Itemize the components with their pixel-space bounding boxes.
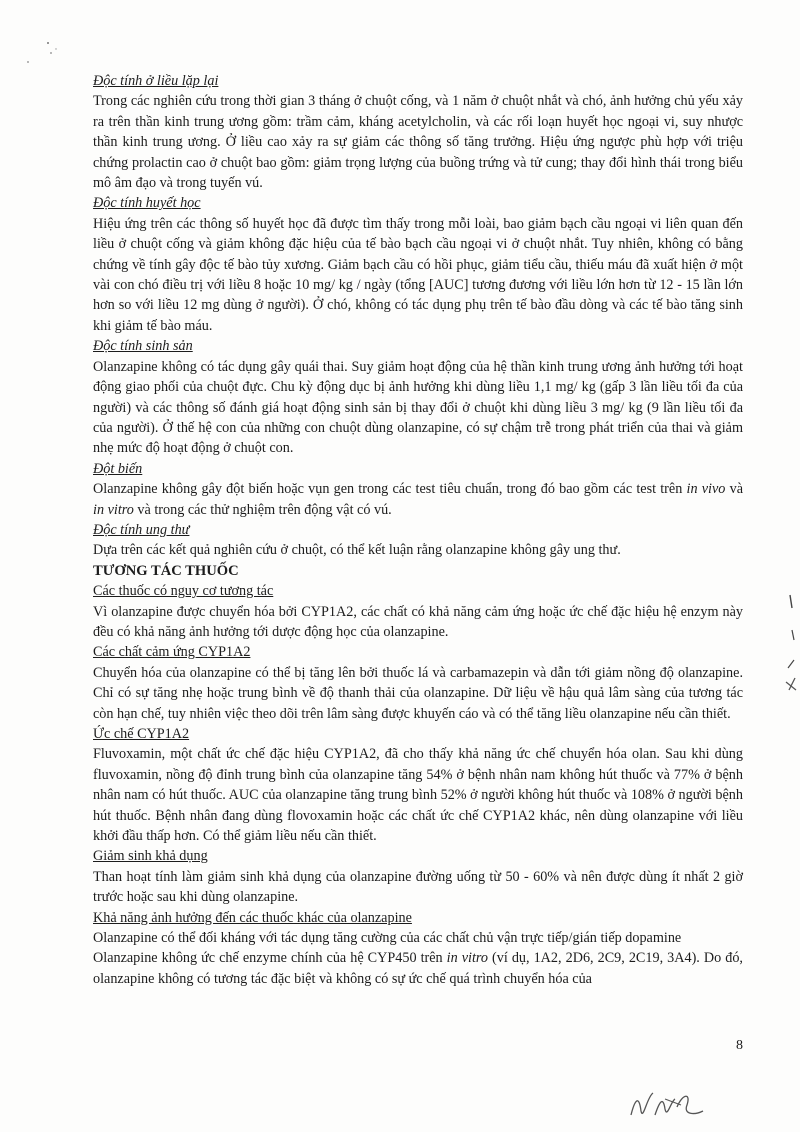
- cyp450-text-a: Olanzapine không ức chế enzyme chính của hệ CYP450 trên: [93, 950, 447, 967]
- paragraph-interaction-risk: Vì olanzapine được chuyển hóa bởi CYP1A2, các chất có khả năng cảm ứng hoặc ức chế đặc hiệu hệ enzym này đều có khả năng ảnh hưởng tới dược động học của olanzapine.: [93, 603, 743, 640]
- heading-repeated-dose-toxicity: Độc tính ở liều lặp lại: [93, 73, 219, 89]
- section-title-drug-interactions: TƯƠNG TÁC THUỐC: [93, 562, 239, 579]
- paragraph-cyp1a2-inducers: Chuyển hóa của olanzapine có thể bị tăng lên bởi thuốc lá và carbamazepin và dẫn tới giảm nồng độ olanzapine. Chỉ có sự tăng nhẹ hoặc trung bình về độ thanh thải của olanzapine. Dữ liệu về hậu quả lâm sàng của tương tác còn hạn chế, tuy nhiên việc theo dõi trên lâm sàng được khuyến cáo và có thể tăng liều olanzapine nếu cần thiết.: [93, 664, 743, 722]
- heading-cyp1a2-inducers: Các chất cảm ứng CYP1A2: [93, 644, 251, 661]
- margin-pen-marks: [770, 590, 800, 710]
- document-body: [93, 71, 743, 989]
- handwritten-initials: [625, 1085, 725, 1125]
- mutagenicity-text-c: và trong các thử nghiệm trên động vật có vú.: [133, 501, 392, 518]
- paragraph-reduced-bioavailability: Than hoạt tính làm giảm sinh khả dụng của olanzapine đường uống từ 50 - 60% và nên được dùng ít nhất 2 giờ trước hoặc sau khi dùng olanzapine.: [93, 868, 743, 906]
- heading-reduced-bioavailability: Giảm sinh khả dụng: [93, 848, 208, 865]
- heading-interaction-risk: Các thuốc có nguy cơ tương tác: [93, 583, 274, 600]
- page-number: 8: [736, 1038, 743, 1053]
- paragraph-mutagenicity: [93, 479, 743, 520]
- heading-hematologic-toxicity: Độc tính huyết học: [93, 195, 201, 212]
- paragraph-reproductive-toxicity: Olanzapine không có tác dụng gây quái thai. Suy giảm hoạt động của hệ thần kinh trung ương ảnh hưởng tới hoạt động giao phối của chuột đực. Chu kỳ động dục bị ảnh hưởng khi dùng liều 1,1 mg/ kg (gấp 3 lần liều tối đa của người) và các thông số đánh giá hoạt động sinh sản bị thay đổi ở chuột khi dùng liều 3 mg/ kg (9 lần liều tối đa của người). Ở thế hệ con của những con chuột dùng olanzapine, có sự chậm trễ trong phát triển của thai và giảm nhẹ mức độ hoạt động ở chuột con.: [93, 358, 743, 457]
- in-vitro-term-2: in vitro: [446, 950, 489, 967]
- in-vivo-term: in vivo: [686, 481, 726, 498]
- heading-carcinogenicity: Độc tính ung thư: [93, 521, 190, 538]
- paragraph-hematologic-toxicity: Hiệu ứng trên các thông số huyết học đã được tìm thấy trong mỗi loài, bao giảm bạch cầu ngoại vi liên quan đến liều ở chuột cống và giảm không đặc hiệu của tế bào bạch cầu ngoại vi ở chuột nhắt. Tuy nhiên, không có bằng chứng về tính gây độc tế bào tủy xương. Giảm bạch cầu có hồi phục, giảm tiểu cầu, thiếu máu đã xuất hiện ở một vài con chó điều trị với liều 8 hoặc 10 mg/ kg / ngày (tổng [AUC] tương đương với liều lớn hơn từ 12 - 15 lần lớn hơn so với liều 12 mg dùng ở người). Ở chó, không có tác dụng phụ trên tế bào đầu dòng và các tế bào tăng sinh khi giảm tế bào máu.: [93, 215, 743, 334]
- heading-mutagenicity: Đột biến: [93, 460, 143, 477]
- heading-cyp1a2-inhibition: Ức chế CYP1A2: [93, 726, 190, 742]
- paragraph-cyp450: [93, 948, 743, 989]
- scan-speck-marks: [20, 35, 70, 75]
- mutagenicity-text-b: và: [725, 481, 743, 498]
- in-vitro-term: in vitro: [93, 501, 134, 518]
- heading-effects-on-other-drugs: Khả năng ảnh hưởng đến các thuốc khác của olanzapine: [93, 909, 412, 926]
- cyp450-text-b: (ví dụ, 1A2, 2D6, 2C9, 2C19, 3A4). Do đó, olanzapine không có tương tác đặc biệt và không có sự ức chế quá trình chuyển hóa của: [93, 950, 743, 987]
- paragraph-cyp1a2-inhibition: Fluvoxamin, một chất ức chế đặc hiệu CYP1A2, đã cho thấy khả năng ức chế chuyển hóa olan. Sau khi dùng fluvoxamin, nồng độ đỉnh trung bình của olanzapine tăng 54% ở bệnh nhân nam không hút thuốc và 77% ở bệnh nhân nam có hút thuốc. AUC của olanzapine tăng trung bình 52% ở người không hút thuốc và 108% ở người bệnh hút thuốc. Bệnh nhân đang dùng flovoxamin hoặc các chất ức chế CYP1A2 khác, nên dùng olanzapine với liều khởi đầu thấp hơn. Có thể giảm liều nếu cần thiết.: [93, 746, 743, 845]
- paragraph-dopamine-antagonism: Olanzapine có thể đối kháng với tác dụng tăng cường của các chất chủ vận trực tiếp/gián tiếp dopamine: [93, 930, 682, 947]
- paragraph-carcinogenicity: Dựa trên các kết quả nghiên cứu ở chuột, có thể kết luận rằng olanzapine không gây ung thư.: [93, 542, 621, 559]
- heading-reproductive-toxicity: Độc tính sinh sản: [93, 338, 193, 355]
- mutagenicity-text-a: Olanzapine không gây đột biến hoặc vụn gen trong các test tiêu chuẩn, trong đó bao gồm các test trên: [93, 481, 687, 498]
- paragraph-repeated-dose-toxicity: Trong các nghiên cứu trong thời gian 3 tháng ở chuột cống, và 1 năm ở chuột nhắt và chó, ảnh hưởng chủ yếu xảy ra trên thần kinh trung ương gồm: trầm cảm, kháng acetylcholin, và các rối loạn huyết học ngoại vi, suy nhược thần kinh trung ương. Ở liều cao xảy ra sự giảm các thông số tăng trưởng. Hiệu ứng ngược phù hợp với triệu chứng prolactin cao ở chuột bao gồm: giảm trọng lượng của buồng trứng và tử cung; thay đổi hình thái trong biểu mô âm đạo và trong tuyến vú.: [93, 93, 743, 192]
